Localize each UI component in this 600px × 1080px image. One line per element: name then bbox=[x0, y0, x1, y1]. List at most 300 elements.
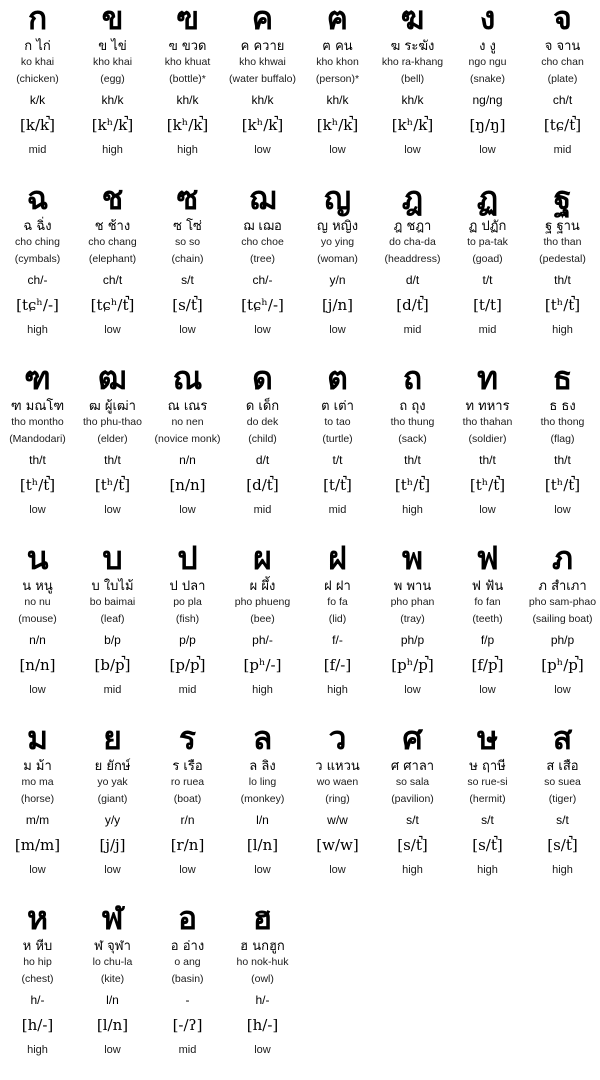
consonant-glyph: ฬ bbox=[101, 899, 124, 937]
romanized-name: no nen bbox=[171, 416, 204, 428]
initial-final-sound: ph/p bbox=[550, 633, 575, 647]
consonant-class: mid bbox=[403, 324, 422, 336]
consonant-cell bbox=[225, 360, 300, 540]
thai-name: ส เสือ bbox=[546, 759, 579, 774]
consonant-class: low bbox=[329, 864, 346, 876]
consonant-cell bbox=[75, 0, 150, 180]
consonant-glyph: พ bbox=[401, 539, 424, 577]
consonant-class: mid bbox=[178, 684, 197, 696]
thai-name: ศ ศาลา bbox=[390, 759, 435, 774]
ipa-transcription: [tɕʰ/-] bbox=[16, 296, 59, 314]
ipa-transcription: [tʰ/t̚] bbox=[544, 476, 581, 494]
consonant-glyph: ฅ bbox=[326, 0, 349, 37]
ipa-transcription: [-/ʔ] bbox=[172, 1016, 203, 1034]
romanized-name: so sala bbox=[395, 776, 430, 788]
romanized-name: ro ruea bbox=[170, 776, 205, 788]
thai-name: ห หีบ bbox=[22, 939, 53, 954]
consonant-cell bbox=[300, 0, 375, 180]
romanized-name: ngo ngu bbox=[468, 56, 507, 68]
ipa-transcription: [l/n] bbox=[96, 1016, 129, 1034]
consonant-class: low bbox=[404, 144, 421, 156]
consonant-glyph: ญ bbox=[323, 179, 352, 217]
initial-final-sound: ch/- bbox=[27, 273, 48, 287]
consonant-glyph: ล bbox=[252, 719, 273, 757]
consonant-glyph: ม bbox=[26, 719, 49, 757]
thai-name: อ อ่าง bbox=[170, 939, 205, 954]
english-meaning: (tray) bbox=[400, 613, 425, 625]
english-meaning: (kite) bbox=[100, 973, 125, 985]
thai-name: ฟ ฟัน bbox=[471, 579, 504, 594]
ipa-transcription: [tʰ/t̚] bbox=[394, 476, 431, 494]
thai-name: ญ หญิง bbox=[316, 219, 359, 234]
ipa-transcription: [f/p̚] bbox=[471, 656, 504, 674]
initial-final-sound: th/t bbox=[479, 453, 496, 467]
initial-final-sound: y/y bbox=[104, 813, 121, 827]
romanized-name: mo ma bbox=[21, 776, 54, 788]
ipa-transcription: [b/p̚] bbox=[94, 656, 131, 674]
initial-final-sound: t/t bbox=[482, 273, 493, 287]
thai-name: ฬ จุฬา bbox=[94, 939, 131, 954]
ipa-transcription: [ŋ/ŋ] bbox=[469, 116, 506, 134]
romanized-name: yo yak bbox=[97, 776, 128, 788]
consonant-cell bbox=[450, 360, 525, 540]
consonant-class: low bbox=[29, 864, 46, 876]
english-meaning: (basin) bbox=[171, 973, 204, 985]
consonant-glyph: บ bbox=[102, 539, 123, 577]
consonant-cell bbox=[525, 0, 600, 180]
ipa-transcription: [kʰ/k̚] bbox=[391, 116, 434, 134]
ipa-transcription: [j/j] bbox=[99, 836, 126, 854]
romanized-name: po pla bbox=[173, 596, 202, 608]
romanized-name: do cha-da bbox=[389, 236, 436, 248]
consonant-cell bbox=[75, 720, 150, 900]
initial-final-sound: th/t bbox=[404, 453, 421, 467]
thai-name: ฃ ขวด bbox=[168, 39, 207, 54]
initial-final-sound: th/t bbox=[554, 273, 571, 287]
romanized-name: cho choe bbox=[241, 236, 284, 248]
thai-name: น หนู bbox=[22, 579, 53, 594]
consonant-class: low bbox=[329, 324, 346, 336]
ipa-transcription: [j/n] bbox=[321, 296, 354, 314]
thai-name: ก ไก่ bbox=[24, 39, 51, 54]
english-meaning: (mouse) bbox=[18, 613, 57, 625]
romanized-name: ho nok-huk bbox=[236, 956, 289, 968]
consonant-glyph: ฮ bbox=[252, 899, 273, 937]
thai-name: บ ใบไม้ bbox=[91, 579, 134, 594]
initial-final-sound: h/- bbox=[255, 993, 270, 1007]
consonant-class: high bbox=[27, 1044, 48, 1056]
consonant-cell bbox=[450, 540, 525, 720]
english-meaning: (tiger) bbox=[548, 793, 577, 805]
initial-final-sound: kh/k bbox=[176, 93, 199, 107]
consonant-glyph: ณ bbox=[172, 359, 203, 397]
english-meaning: (turtle) bbox=[322, 433, 353, 445]
thai-name: ษ ฤาษี bbox=[469, 759, 506, 774]
english-meaning: (water buffalo) bbox=[229, 73, 296, 85]
consonant-cell bbox=[450, 720, 525, 900]
consonant-glyph: ร bbox=[178, 719, 197, 757]
romanized-name: kho khwai bbox=[239, 56, 286, 68]
consonant-cell bbox=[75, 180, 150, 360]
consonant-class: low bbox=[104, 504, 121, 516]
consonant-class: low bbox=[554, 684, 571, 696]
consonant-class: mid bbox=[28, 144, 47, 156]
initial-final-sound: th/t bbox=[104, 453, 121, 467]
romanized-name: cho chang bbox=[88, 236, 137, 248]
consonant-class: low bbox=[404, 684, 421, 696]
thai-name: ด เด็ก bbox=[245, 399, 280, 414]
romanized-name: so so bbox=[174, 236, 201, 248]
english-meaning: (pavilion) bbox=[391, 793, 434, 805]
initial-final-sound: ch/t bbox=[552, 93, 573, 107]
romanized-name: fo fa bbox=[327, 596, 348, 608]
initial-final-sound: t/t bbox=[332, 453, 343, 467]
consonant-class: low bbox=[104, 864, 121, 876]
english-meaning: (chain) bbox=[171, 253, 204, 265]
consonant-class: low bbox=[179, 324, 196, 336]
consonant-row bbox=[0, 900, 600, 1080]
ipa-transcription: [t/t̚] bbox=[323, 476, 352, 494]
thai-name: ฅ คน bbox=[322, 39, 353, 54]
english-meaning: (bee) bbox=[250, 613, 275, 625]
initial-final-sound: m/m bbox=[25, 813, 50, 827]
romanized-name: lo ling bbox=[248, 776, 277, 788]
consonant-glyph: ว bbox=[328, 719, 347, 757]
consonant-class: low bbox=[254, 1044, 271, 1056]
english-meaning: (elephant) bbox=[88, 253, 137, 265]
thai-name: ม ม้า bbox=[23, 759, 52, 774]
initial-final-sound: l/n bbox=[256, 813, 269, 827]
consonant-glyph: ศ bbox=[402, 719, 423, 757]
consonant-row bbox=[0, 180, 600, 360]
romanized-name: kho khai bbox=[92, 56, 133, 68]
consonant-glyph: ห bbox=[26, 899, 49, 937]
romanized-name: ko khai bbox=[20, 56, 55, 68]
consonant-cell bbox=[375, 360, 450, 540]
initial-final-sound: w/w bbox=[327, 813, 348, 827]
consonant-class: high bbox=[177, 144, 198, 156]
thai-name: ย ยักษ์ bbox=[94, 759, 131, 774]
thai-name: ผ ผึ้ง bbox=[249, 579, 276, 594]
thai-name: ฑ มณโฑ bbox=[10, 399, 65, 414]
english-meaning: (plate) bbox=[547, 73, 578, 85]
english-meaning: (boat) bbox=[173, 793, 202, 805]
english-meaning: (novice monk) bbox=[154, 433, 221, 445]
consonant-class: mid bbox=[253, 504, 272, 516]
ipa-transcription: [h/-] bbox=[21, 1016, 54, 1034]
ipa-transcription: [pʰ/p̚] bbox=[541, 656, 584, 674]
english-meaning: (chest) bbox=[21, 973, 54, 985]
initial-final-sound: n/n bbox=[179, 453, 196, 467]
english-meaning: (chicken) bbox=[16, 73, 59, 85]
ipa-transcription: [kʰ/k̚] bbox=[241, 116, 284, 134]
english-meaning: (lid) bbox=[328, 613, 347, 625]
consonant-glyph: จ bbox=[553, 0, 572, 37]
romanized-name: so rue-si bbox=[467, 776, 508, 788]
consonant-glyph: ถ bbox=[402, 359, 423, 397]
consonant-cell bbox=[300, 360, 375, 540]
consonant-glyph: ส bbox=[552, 719, 573, 757]
consonant-row bbox=[0, 360, 600, 540]
english-meaning: (pedestal) bbox=[539, 253, 586, 265]
thai-name: จ จาน bbox=[544, 39, 581, 54]
initial-final-sound: kh/k bbox=[326, 93, 349, 107]
romanized-name: o ang bbox=[174, 956, 201, 968]
consonant-row bbox=[0, 0, 600, 180]
romanized-name: tho montho bbox=[11, 416, 64, 428]
ipa-transcription: [n/n] bbox=[169, 476, 206, 494]
consonant-glyph: ป bbox=[177, 539, 198, 577]
english-meaning: (goad) bbox=[472, 253, 503, 265]
ipa-transcription: [tʰ/t̚] bbox=[469, 476, 506, 494]
consonant-cell bbox=[525, 180, 600, 360]
consonant-cell bbox=[300, 540, 375, 720]
english-meaning: (monkey) bbox=[240, 793, 285, 805]
consonant-class: low bbox=[104, 324, 121, 336]
initial-final-sound: kh/k bbox=[101, 93, 124, 107]
consonant-class: high bbox=[552, 864, 573, 876]
consonant-class: high bbox=[477, 864, 498, 876]
consonant-glyph: ด bbox=[252, 359, 273, 397]
consonant-glyph: ค bbox=[251, 0, 274, 37]
ipa-transcription: [tɕʰ/-] bbox=[241, 296, 284, 314]
english-meaning: (tree) bbox=[249, 253, 276, 265]
initial-final-sound: th/t bbox=[29, 453, 46, 467]
thai-name: ป ปลา bbox=[169, 579, 206, 594]
romanized-name: cho chan bbox=[541, 56, 584, 68]
consonant-class: low bbox=[29, 684, 46, 696]
english-meaning: (flag) bbox=[550, 433, 575, 445]
initial-final-sound: ch/t bbox=[102, 273, 123, 287]
consonant-class: low bbox=[179, 864, 196, 876]
romanized-name: pho phan bbox=[390, 596, 435, 608]
consonant-glyph: ฏ bbox=[476, 179, 499, 217]
english-meaning: (Mandodari) bbox=[9, 433, 66, 445]
ipa-transcription: [s/t̚] bbox=[547, 836, 578, 854]
romanized-name: pho phueng bbox=[234, 596, 291, 608]
consonant-class: mid bbox=[478, 324, 497, 336]
english-meaning: (ring) bbox=[325, 793, 350, 805]
english-meaning: (egg) bbox=[100, 73, 125, 85]
initial-final-sound: s/t bbox=[481, 813, 494, 827]
consonant-cell bbox=[75, 540, 150, 720]
consonant-class: high bbox=[252, 684, 273, 696]
consonant-class: low bbox=[254, 864, 271, 876]
consonant-cell bbox=[450, 180, 525, 360]
ipa-transcription: [s/t̚] bbox=[472, 836, 503, 854]
initial-final-sound: kh/k bbox=[251, 93, 274, 107]
english-meaning: (cymbals) bbox=[14, 253, 61, 265]
thai-name: ช ช้าง bbox=[94, 219, 131, 234]
consonant-cell bbox=[225, 0, 300, 180]
consonant-class: mid bbox=[553, 144, 572, 156]
consonant-glyph: ก bbox=[27, 0, 48, 37]
thai-name: ณ เณร bbox=[167, 399, 208, 414]
thai-name: ว แหวน bbox=[315, 759, 360, 774]
thai-name: ค ควาย bbox=[240, 39, 285, 54]
consonant-glyph: ท bbox=[476, 359, 499, 397]
consonant-cell bbox=[150, 360, 225, 540]
consonant-class: low bbox=[329, 144, 346, 156]
initial-final-sound: b/p bbox=[104, 633, 121, 647]
consonant-glyph: ข bbox=[101, 0, 124, 37]
english-meaning: (sack) bbox=[398, 433, 427, 445]
initial-final-sound: d/t bbox=[405, 273, 420, 287]
initial-final-sound: ph/p bbox=[400, 633, 425, 647]
consonant-cell bbox=[525, 540, 600, 720]
initial-final-sound: f/p bbox=[480, 633, 495, 647]
consonant-cell bbox=[525, 360, 600, 540]
consonant-cell bbox=[375, 0, 450, 180]
romanized-name: kho khon bbox=[316, 56, 359, 68]
english-meaning: (fish) bbox=[175, 613, 200, 625]
consonant-cell bbox=[375, 180, 450, 360]
consonant-class: high bbox=[27, 324, 48, 336]
ipa-transcription: [f/-] bbox=[323, 656, 352, 674]
thai-name: ข ไข่ bbox=[98, 39, 127, 54]
ipa-transcription: [pʰ/p̚] bbox=[391, 656, 434, 674]
ipa-transcription: [kʰ/k̚] bbox=[91, 116, 134, 134]
consonant-glyph: อ bbox=[177, 899, 198, 937]
romanized-name: lo chu-la bbox=[92, 956, 133, 968]
consonant-cell bbox=[225, 540, 300, 720]
english-meaning: (soldier) bbox=[468, 433, 507, 445]
initial-final-sound: r/n bbox=[180, 813, 195, 827]
consonant-class: high bbox=[327, 684, 348, 696]
initial-final-sound: s/t bbox=[181, 273, 194, 287]
romanized-name: tho thong bbox=[540, 416, 585, 428]
romanized-name: tho thahan bbox=[462, 416, 513, 428]
ipa-transcription: [kʰ/k̚] bbox=[316, 116, 359, 134]
initial-final-sound: s/t bbox=[406, 813, 419, 827]
consonant-cell bbox=[150, 180, 225, 360]
english-meaning: (hermit) bbox=[469, 793, 506, 805]
consonant-glyph: ง bbox=[479, 0, 496, 37]
consonant-glyph: ผ bbox=[253, 539, 272, 577]
consonant-cell bbox=[300, 720, 375, 900]
initial-final-sound: ph/- bbox=[252, 633, 273, 647]
romanized-name: do dek bbox=[246, 416, 279, 428]
thai-name: ฏ ปฏัก bbox=[468, 219, 507, 234]
consonant-cell bbox=[75, 900, 150, 1080]
thai-name: ฝ ฝา bbox=[324, 579, 351, 594]
romanized-name: kho ra-khang bbox=[381, 56, 444, 68]
consonant-class: high bbox=[402, 864, 423, 876]
consonant-cell bbox=[150, 900, 225, 1080]
initial-final-sound: n/n bbox=[29, 633, 46, 647]
ipa-transcription: [h/-] bbox=[246, 1016, 279, 1034]
thai-name: ฌ เฌอ bbox=[243, 219, 282, 234]
consonant-glyph: ฝ bbox=[328, 539, 347, 577]
consonant-class: low bbox=[254, 324, 271, 336]
consonant-cell bbox=[0, 360, 75, 540]
romanized-name: bo baimai bbox=[89, 596, 136, 608]
consonant-cell bbox=[75, 360, 150, 540]
ipa-transcription: [tʰ/t̚] bbox=[544, 296, 581, 314]
initial-final-sound: l/n bbox=[106, 993, 119, 1007]
romanized-name: yo ying bbox=[320, 236, 355, 248]
consonant-cell bbox=[0, 900, 75, 1080]
initial-final-sound: - bbox=[185, 993, 190, 1007]
consonant-glyph: ฐ bbox=[553, 179, 572, 217]
ipa-transcription: [tɕʰ/t̚] bbox=[90, 296, 135, 314]
thai-name: ฐ ฐาน bbox=[545, 219, 580, 234]
romanized-name: pho sam-phao bbox=[528, 596, 597, 608]
ipa-transcription: [tʰ/t̚] bbox=[94, 476, 131, 494]
consonant-glyph: ธ bbox=[552, 359, 573, 397]
initial-final-sound: h/- bbox=[30, 993, 45, 1007]
thai-name: ร เรือ bbox=[172, 759, 203, 774]
consonant-cell bbox=[150, 540, 225, 720]
consonant-class: low bbox=[479, 684, 496, 696]
consonant-glyph: ช bbox=[101, 179, 124, 217]
romanized-name: tho thung bbox=[390, 416, 435, 428]
english-meaning: (bell) bbox=[400, 73, 425, 85]
consonant-row bbox=[0, 540, 600, 720]
ipa-transcription: [tʰ/t̚] bbox=[19, 476, 56, 494]
english-meaning: (headdress) bbox=[384, 253, 441, 265]
ipa-transcription: [d/t̚] bbox=[246, 476, 279, 494]
consonant-class: low bbox=[179, 504, 196, 516]
initial-final-sound: ch/- bbox=[252, 273, 273, 287]
consonant-glyph: ซ bbox=[176, 179, 199, 217]
ipa-transcription: [l/n] bbox=[246, 836, 279, 854]
thai-name: ธ ธง bbox=[549, 399, 576, 414]
consonant-cell bbox=[375, 720, 450, 900]
romanized-name: cho ching bbox=[15, 236, 60, 248]
thai-name: ฎ ชฎา bbox=[393, 219, 432, 234]
romanized-name: wo waen bbox=[316, 776, 359, 788]
consonant-cell bbox=[0, 720, 75, 900]
consonant-glyph: ย bbox=[103, 719, 122, 757]
initial-final-sound: ng/ng bbox=[472, 93, 503, 107]
ipa-transcription: [s/t̚] bbox=[397, 836, 428, 854]
ipa-transcription: [s/t̚] bbox=[172, 296, 203, 314]
english-meaning: (owl) bbox=[251, 973, 274, 985]
consonant-cell bbox=[0, 180, 75, 360]
english-meaning: (bottle)* bbox=[169, 73, 206, 85]
ipa-transcription: [p/p̚] bbox=[169, 656, 206, 674]
thai-name: ฉ ฉิ่ง bbox=[23, 219, 52, 234]
consonant-class: high bbox=[552, 324, 573, 336]
consonant-glyph: ฉ bbox=[26, 179, 49, 217]
thai-name: ง งู bbox=[479, 39, 496, 54]
ipa-transcription: [w/w] bbox=[316, 836, 359, 854]
thai-name: พ พาน bbox=[393, 579, 432, 594]
consonant-cell bbox=[225, 720, 300, 900]
thai-name: ซ โซ่ bbox=[173, 219, 202, 234]
ipa-transcription: [d/t̚] bbox=[396, 296, 429, 314]
thai-name: ต เต่า bbox=[321, 399, 354, 414]
consonant-class: low bbox=[479, 504, 496, 516]
thai-name: ภ สำเภา bbox=[538, 579, 587, 594]
ipa-transcription: [n/n] bbox=[19, 656, 56, 674]
ipa-transcription: [pʰ/-] bbox=[243, 656, 282, 674]
consonant-cell bbox=[150, 720, 225, 900]
ipa-transcription: [t/t] bbox=[473, 296, 502, 314]
consonant-class: mid bbox=[103, 684, 122, 696]
initial-final-sound: th/t bbox=[554, 453, 571, 467]
english-meaning: (teeth) bbox=[472, 613, 503, 625]
consonant-cell bbox=[150, 0, 225, 180]
consonant-glyph: ษ bbox=[476, 719, 499, 757]
consonant-glyph: ฆ bbox=[400, 0, 425, 37]
consonant-glyph: ต bbox=[327, 359, 348, 397]
consonant-glyph: ฑ bbox=[24, 359, 51, 397]
romanized-name: fo fan bbox=[474, 596, 501, 608]
consonant-class: mid bbox=[328, 504, 347, 516]
consonant-cell bbox=[525, 720, 600, 900]
